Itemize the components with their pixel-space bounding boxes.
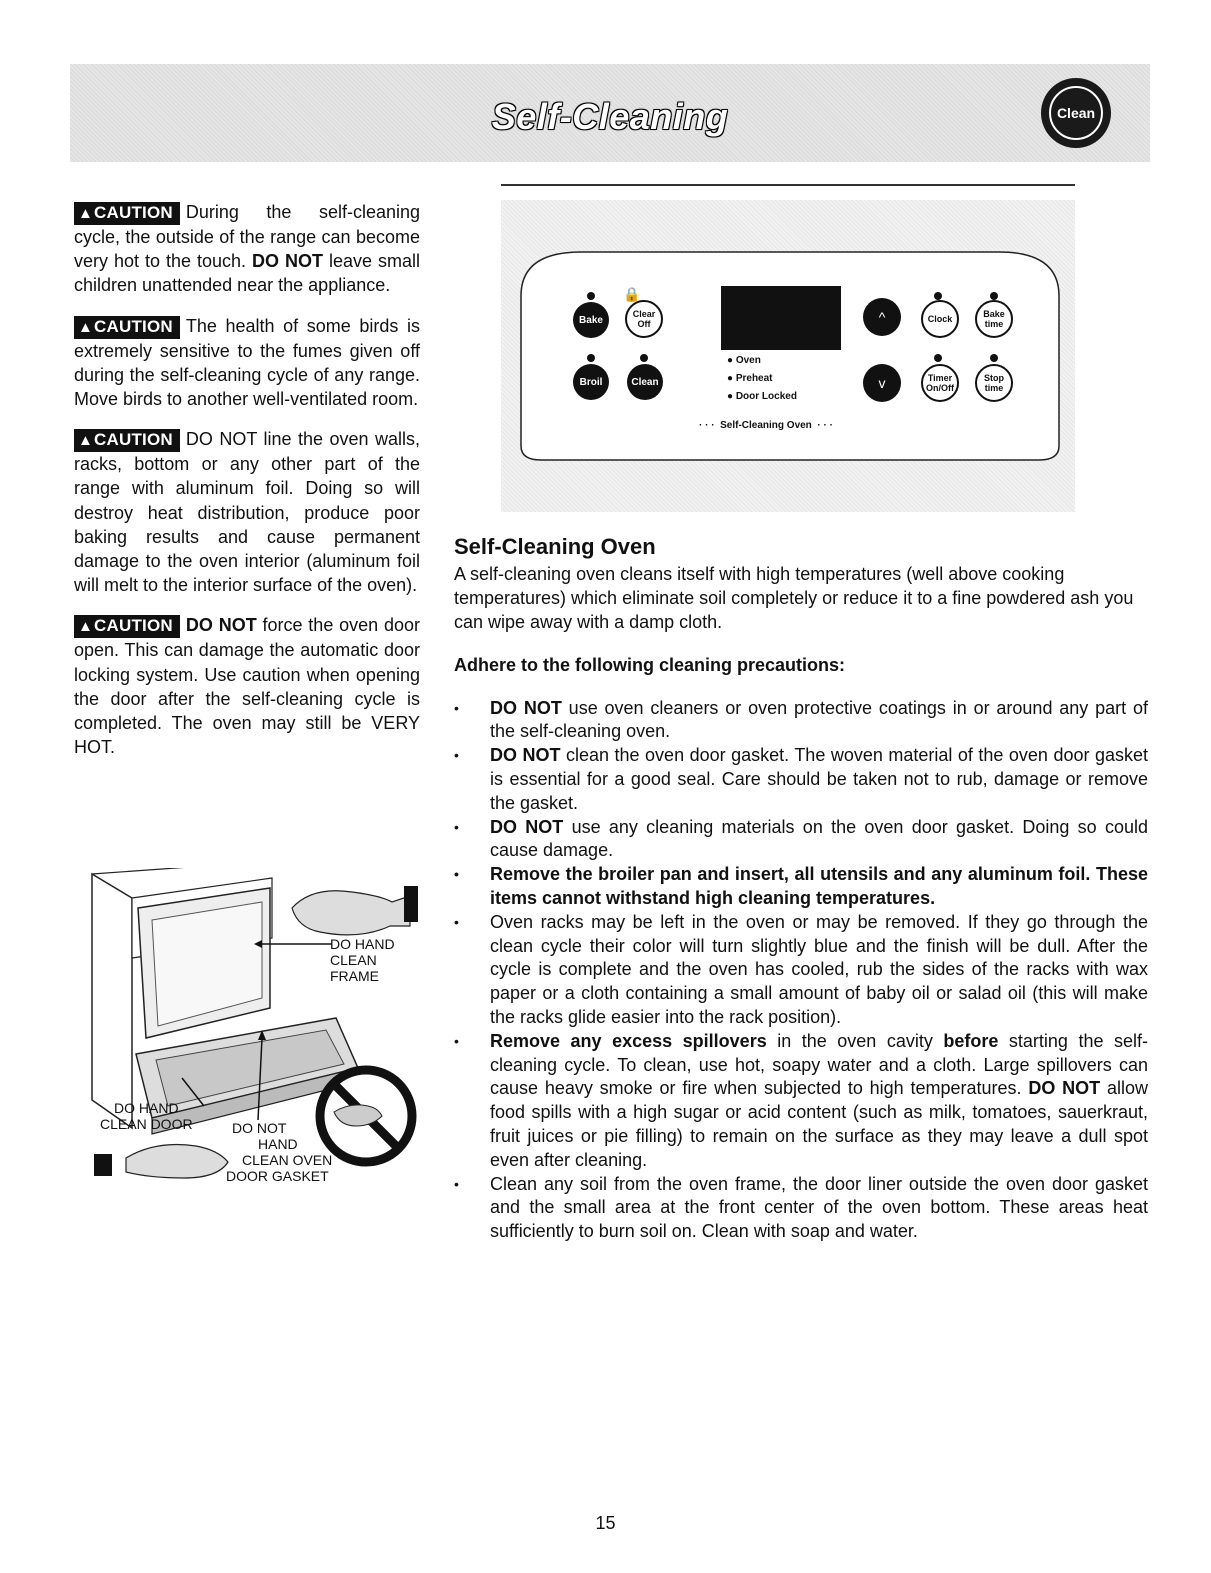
oven-door-illustration — [86, 868, 426, 1190]
label-gasket-warning: DO NOT HAND CLEAN OVEN DOOR GASKET — [226, 1120, 333, 1184]
self-cleaning-oven-label: · · · Self-Cleaning Oven · · · — [699, 420, 833, 431]
caution-badge: ▲CAUTION — [74, 316, 180, 339]
bake-button[interactable]: Bake — [573, 302, 609, 338]
caution-badge: ▲CAUTION — [74, 202, 180, 225]
caution-paragraph-1: ▲CAUTION During the self-cleaning cycle, the outside of the range can become very hot to the touch. DO NOT leave small children unattended near the appliance. — [74, 202, 420, 296]
clean-button[interactable]: Clean — [627, 364, 663, 400]
label-clean-frame: DO HAND CLEAN FRAME — [330, 936, 395, 984]
timer-on-off-button[interactable]: Timer On/Off — [921, 364, 959, 402]
indicator-dot — [934, 354, 942, 362]
caution-paragraph-3: ▲CAUTION DO NOT line the oven walls, racks, bottom or any other part of the range with aluminum foil. Doing so will destroy heat distribution, produce poor baking results and cause permanent damage to the oven interior (aluminum foil will melt to the interior surface of the oven). — [74, 429, 420, 596]
list-item: • Clean any soil from the oven frame, the door liner outside the oven door gasket and the small area at the front center of the oven bottom. These areas heat sufficiently to burn soil on. Clean with soap and water. — [454, 1173, 1148, 1244]
broil-button[interactable]: Broil — [573, 364, 609, 400]
caution-badge: ▲CAUTION — [74, 429, 180, 452]
self-cleaning-section — [454, 532, 1148, 1244]
list-item: • DO NOT use any cleaning materials on the oven door gasket. Doing so could cause damage. — [454, 816, 1148, 864]
list-item: • DO NOT clean the oven door gasket. The woven material of the oven door gasket is essential for a good seal. Care should be taken not to rub, damage or remove the gasket. — [454, 744, 1148, 815]
warning-triangle-icon: ▲ — [78, 432, 94, 450]
indicator-dot — [587, 354, 595, 362]
list-item: • DO NOT use oven cleaners or oven protective coatings in or around any part of the self-cleaning oven. — [454, 697, 1148, 745]
caution-badge: ▲CAUTION — [74, 615, 180, 638]
up-arrow-button[interactable]: ^ — [863, 298, 901, 336]
warning-triangle-icon: ▲ — [78, 205, 94, 222]
indicator-door-locked: ● Door Locked — [727, 391, 797, 402]
label-clean-door: DO HAND CLEAN DOOR — [100, 1100, 193, 1132]
lock-icon: 🔒 — [623, 286, 641, 302]
clean-badge-icon — [1041, 78, 1111, 148]
clock-button[interactable]: Clock — [921, 300, 959, 338]
indicator-dot — [587, 292, 595, 300]
indicator-dot — [934, 292, 942, 300]
down-arrow-button[interactable]: v — [863, 364, 901, 402]
precautions-list — [454, 697, 1148, 1244]
clear-off-button[interactable]: Clear Off — [625, 300, 663, 338]
header-banner — [70, 64, 1150, 162]
page-title: Self-Cleaning — [491, 96, 729, 137]
warning-triangle-icon: ▲ — [78, 618, 94, 636]
caution-paragraph-2: ▲CAUTION The health of some birds is extremely sensitive to the fumes given off during the self-cleaning cycle of any range. Move birds to another well-ventilated room. — [74, 315, 420, 410]
indicator-dot — [640, 354, 648, 362]
control-panel-illustration — [501, 200, 1075, 512]
warning-triangle-icon: ▲ — [78, 318, 94, 336]
indicator-oven: ● Oven — [727, 355, 761, 366]
section-divider — [501, 184, 1075, 186]
list-item: • Remove the broiler pan and insert, all utensils and any aluminum foil. These items cannot withstand high cleaning temperatures. — [454, 863, 1148, 911]
status-indicators — [727, 352, 797, 406]
caution-column — [74, 200, 420, 775]
page-number: 15 — [595, 1513, 616, 1533]
section-title: Self-Cleaning Oven — [454, 534, 656, 559]
indicator-dot — [990, 292, 998, 300]
caution-paragraph-4: ▲CAUTION DO NOT force the oven door open. This can damage the automatic door locking system. Use caution when opening the door after the self-cleaning cycle is completed. The oven may still be VERY HOT. — [74, 615, 420, 758]
list-item: • Oven racks may be left in the oven or may be removed. If they go through the clean cycle their color will turn slightly blue and the finish will be dull. After the cycle is complete and the oven has cooled, rub the sides of the racks with wax paper or a cloth containing a small amount of baby oil or salad oil (this will make the racks glide easier into the rack position). — [454, 911, 1148, 1030]
bake-time-button[interactable]: Bake time — [975, 300, 1013, 338]
clean-badge-label: Clean — [1049, 86, 1103, 140]
stop-time-button[interactable]: Stop time — [975, 364, 1013, 402]
section-intro: A self-cleaning oven cleans itself with high temperatures (well above cooking temperatures) which eliminate soil completely or reduce it to a fine powdered ash you can wipe away with a damp cloth. — [454, 564, 1134, 633]
precautions-heading: Adhere to the following cleaning precautions: — [454, 654, 846, 675]
list-item: • Remove any excess spillovers in the oven cavity before starting the self-cleaning cycle. To clean, use hot, soapy water and a cloth. Large spillovers can cause heavy smoke or fire when subjected to high temperatures. DO NOT allow food spills with a high sugar or acid content (such as milk, tomatoes, sauerkraut, fruit juices or pie filling) to remain on the surface as they may leave a dull spot even after cleaning. — [454, 1030, 1148, 1173]
indicator-dot — [990, 354, 998, 362]
indicator-preheat: ● Preheat — [727, 373, 773, 384]
